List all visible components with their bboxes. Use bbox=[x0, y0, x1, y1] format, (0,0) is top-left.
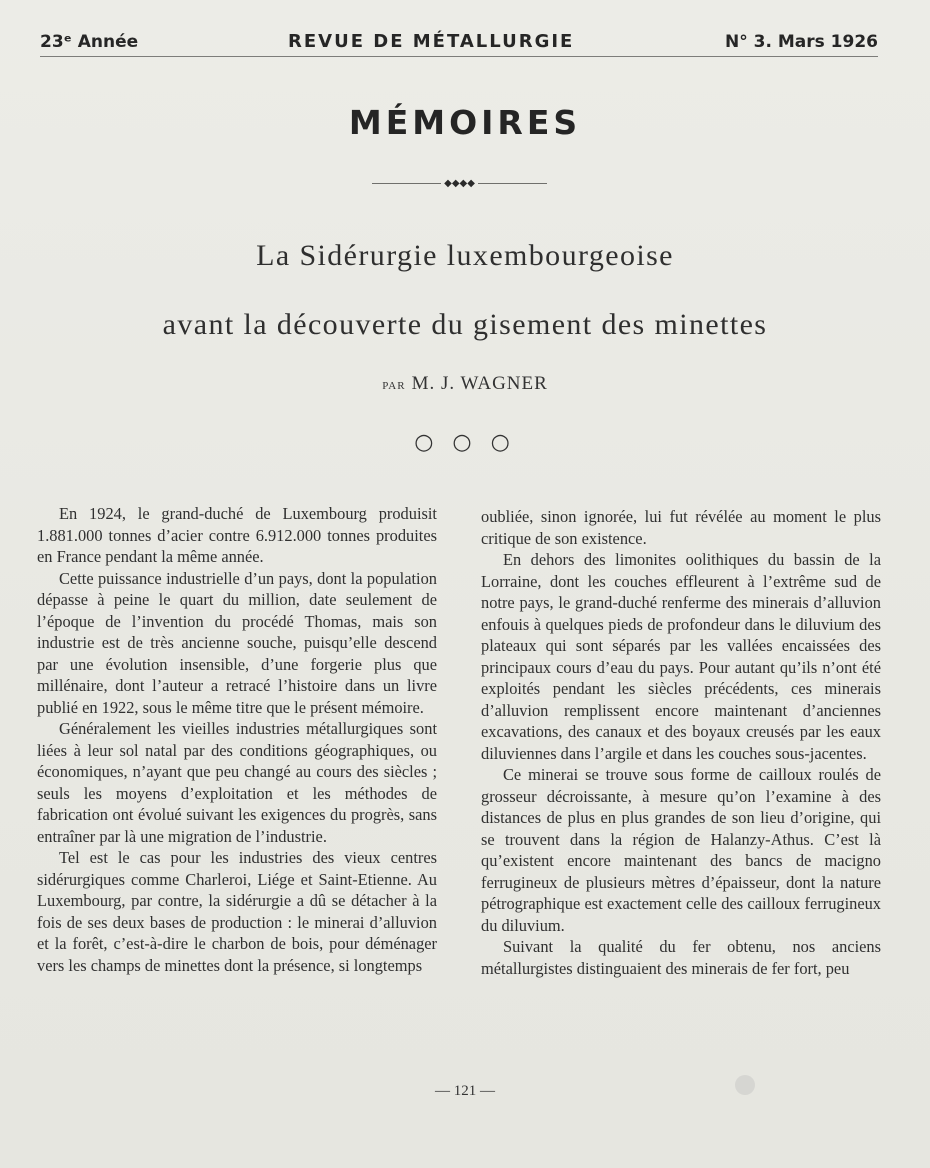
paper-smudge bbox=[735, 1075, 755, 1095]
ornament-rule-right bbox=[478, 183, 547, 184]
article-title-line-1: La Sidérurgie luxembourgeoise bbox=[256, 239, 674, 272]
page-number: — 121 — bbox=[435, 1083, 495, 1099]
volume-year: 23ᵉ Année bbox=[40, 32, 139, 52]
paragraph: Généralement les vieilles industries métallurgiques sont liées à leur sol natal par des conditions géographiques, ou économiques, n’ayant que peu changé au cours des siècles ; seuls les moyens d’exploitation et les méthodes de fabrication ont évolué suivant les exigences du progrès, sans entraîner par là une migration de l’industrie. bbox=[37, 719, 437, 846]
ornament-rule-left bbox=[372, 183, 441, 184]
paragraph: En 1924, le grand-duché de Luxembourg produisit 1.881.000 tonnes d’acier contre 6.912.000 tonnes produites en France pendant la même année. bbox=[37, 504, 437, 566]
diamonds-icon: ◆◆◆◆ bbox=[444, 177, 475, 189]
issue-date: N° 3. Mars 1926 bbox=[725, 32, 878, 52]
title-ornament bbox=[372, 176, 547, 190]
author-name: M. J. WAGNER bbox=[411, 373, 548, 394]
paragraph: Tel est le cas pour les industries des vieux centres sidérurgiques comme Charleroi, Liége et Saint-Etienne. Au Luxembourg, par contre, la sidérurgie a dû se détacher à la fois de ses deux bases de production : le minerai d’alluvion et la forêt, c’est-à-dire le charbon de bois, pour déménager vers les champs de minettes dont la présence, si longtemps bbox=[37, 848, 437, 975]
circles-separator-icon: ○ ○ ○ bbox=[414, 430, 516, 455]
text-column-right bbox=[481, 506, 881, 979]
paragraph: Ce minerai se trouve sous forme de cailloux roulés de grosseur décroissante, à mesure qu’on l’examine à des distances de plus en plus grandes de son lieu d’origine, qui se trouvent dans la région de Halanzy-Athus. C’est là qu’existent encore maintenant des bancs de macigno ferrugineux de plusieurs mètres d’épaisseur, dont la nature pétrographique est exactement celle des cailloux ferrugineux du diluvium. bbox=[481, 765, 881, 935]
running-header bbox=[40, 30, 878, 57]
paragraph: Cette puissance industrielle d’un pays, dont la population dépasse à peine le quart du million, date seulement de l’époque de l’invention du procédé Thomas, mais son industrie est de très ancienne souche, puisqu’elle descend par une évolution insensible, d’une forgerie plus que millénaire, dont l’auteur a retracé l’histoire dans un livre publié en 1922, sous le même titre que le présent mémoire. bbox=[37, 568, 437, 717]
article-title-line-2: avant la découverte du gisement des minettes bbox=[162, 308, 768, 341]
paragraph: En dehors des limonites oolithiques du bassin de la Lorraine, dont les couches effleurent à l’extrême sud de notre pays, le grand-duché renferme des minerais d’alluvion enfouis à quelques pieds de profondeur dans le diluvium des plateaux qui sont séparés par les vallées encaissées des principaux cours d’eau du pays. Pour autant qu’ils n’ont été exploités pendant les siècles précédents, ces minerais d’alluvion remplissent encore maintenant d’anciennes excavations, des canaux et des boyaux creusés par les eaux diluviennes dans l’argile et dans les couches sous-jacentes. bbox=[481, 550, 881, 763]
section-title: MÉMOIRES bbox=[348, 103, 582, 142]
text-column-left bbox=[37, 503, 437, 976]
journal-title: REVUE DE MÉTALLURGIE bbox=[288, 31, 575, 52]
byline bbox=[0, 373, 930, 395]
paragraph: Suivant la qualité du fer obtenu, nos anciens métallurgistes distinguaient des minerais de fer fort, peu bbox=[481, 937, 881, 978]
paragraph-continued: oubliée, sinon ignorée, lui fut révélée au moment le plus critique de son existence. bbox=[481, 507, 881, 548]
byline-prefix: PAR bbox=[382, 380, 406, 392]
